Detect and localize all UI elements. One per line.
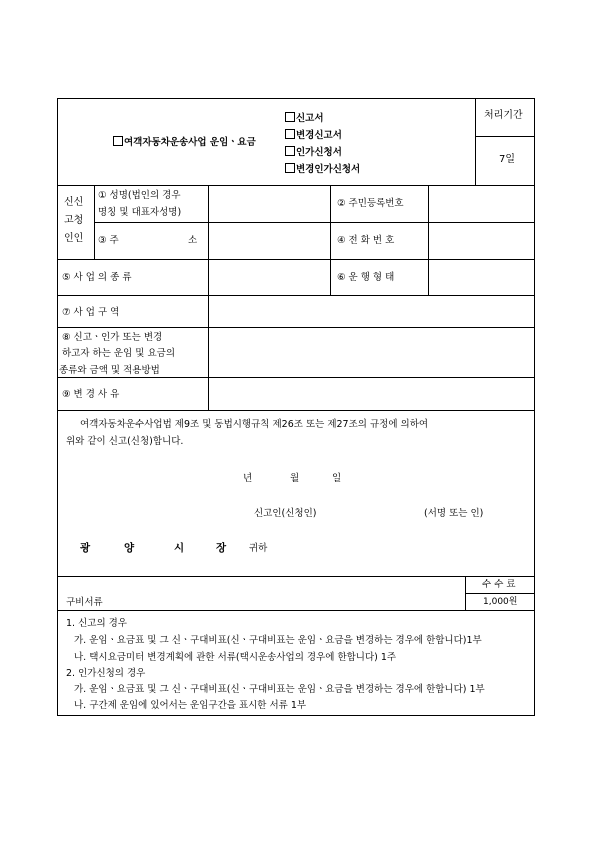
divider <box>57 576 535 577</box>
processing-period-value: 7일 <box>499 154 516 165</box>
date-month-label: 월 <box>290 473 300 484</box>
resident-id-label: ② 주민등록번호 <box>337 198 404 209</box>
declaration-line2: 위와 같이 신고(신청)합니다. <box>66 436 184 447</box>
checkbox-icon <box>285 163 295 173</box>
fee-label: 수 수 료 <box>482 579 516 590</box>
document-line: 1. 신고의 경우 <box>66 618 127 629</box>
option-approval-application: 인가신청서 <box>285 146 342 158</box>
option-change-approval-application: 변경인가신청서 <box>285 163 360 175</box>
recipient-char-2: 양 <box>124 542 135 554</box>
checkbox-icon <box>113 136 123 146</box>
option-change-declaration: 변경신고서 <box>285 129 342 141</box>
name-label-line2: 명칭 및 대표자성명) <box>98 207 182 218</box>
fare-label-line1: ⑧ 신고ㆍ인가 또는 변경 <box>62 332 163 343</box>
applicant-side-label-3: 인인 <box>64 233 84 244</box>
fee-amount: 1,000원 <box>483 597 518 607</box>
form-title-text: 여객자동차운송사업 운임ㆍ요금 <box>124 137 256 148</box>
recipient-char-1: 광 <box>80 542 91 554</box>
form-title <box>113 136 256 148</box>
option-declaration: 신고서 <box>285 112 324 124</box>
document-line: 가. 운임ㆍ요금표 및 그 신ㆍ구대비표(신ㆍ구대비표는 운임ㆍ요금을 변경하는 경우에 한합니다) 1부 <box>74 684 485 695</box>
address-label-suffix: 소 <box>188 235 198 246</box>
divider <box>94 185 95 259</box>
divider <box>475 136 535 137</box>
document-line: 가. 운임ㆍ요금표 및 그 신ㆍ구대비표(신ㆍ구대비표는 운임ㆍ요금을 변경하는 경우에 한합니다)1부 <box>74 635 482 646</box>
address-field[interactable] <box>209 223 330 259</box>
processing-period-label: 처리기간 <box>484 110 523 121</box>
applicant-side-label-1: 신신 <box>64 197 84 208</box>
divider <box>465 576 466 610</box>
name-label-line1: ① 성명(법인의 경우 <box>98 190 181 201</box>
business-type-field[interactable] <box>209 260 330 295</box>
divider <box>57 410 535 411</box>
divider <box>57 610 535 611</box>
phone-field[interactable] <box>429 223 535 259</box>
declaration-line1: 여객자동차운수사업법 제9조 및 동법시행규칙 제26조 또는 제27조의 규정에 의하여 <box>80 419 429 430</box>
signer-field[interactable] <box>330 503 420 521</box>
checkbox-icon <box>285 112 295 122</box>
fare-label-line2: 하고자 하는 운임 및 요금의 <box>62 348 176 359</box>
fare-label-line3: 종류와 금액 및 적용방법 <box>59 365 160 376</box>
operation-type-label: ⑥ 운 행 형 태 <box>337 272 395 283</box>
resident-id-field[interactable] <box>429 186 535 222</box>
business-area-field[interactable] <box>209 296 535 327</box>
business-area-label: ⑦ 사 업 구 역 <box>62 307 120 318</box>
name-field[interactable] <box>209 186 330 222</box>
document-line: 나. 구간제 운임에 있어서는 운임구간을 표시한 서류 1부 <box>74 700 307 711</box>
fare-field[interactable] <box>209 328 535 377</box>
address-label: ③ 주 <box>98 235 119 246</box>
divider <box>475 98 476 185</box>
divider <box>465 593 535 594</box>
divider <box>330 185 331 295</box>
checkbox-icon <box>285 146 295 156</box>
honorific: 귀하 <box>249 543 268 554</box>
operation-type-field[interactable] <box>429 260 535 295</box>
business-type-label: ⑤ 사 업 의 종 류 <box>62 272 132 283</box>
recipient-char-4: 장 <box>216 542 227 554</box>
applicant-side-label-2: 고청 <box>64 215 84 226</box>
date-year-label: 년 <box>243 473 253 484</box>
date-day-label: 일 <box>332 473 342 484</box>
phone-label: ④ 전 화 번 호 <box>337 235 395 246</box>
document-line: 나. 택시요금미터 변경계획에 관한 서류(택시운송사업의 경우에 한합니다) 1주 <box>74 652 397 663</box>
checkbox-icon <box>285 129 295 139</box>
documents-title: 구비서류 <box>66 597 103 608</box>
document-line: 2. 인가신청의 경우 <box>66 668 146 679</box>
recipient-char-3: 시 <box>174 542 185 554</box>
signature-note: (서명 또는 인) <box>424 508 484 519</box>
change-reason-label: ⑨ 변 경 사 유 <box>62 389 120 400</box>
change-reason-field[interactable] <box>209 378 535 410</box>
signer-label: 신고인(신청인) <box>254 508 317 519</box>
